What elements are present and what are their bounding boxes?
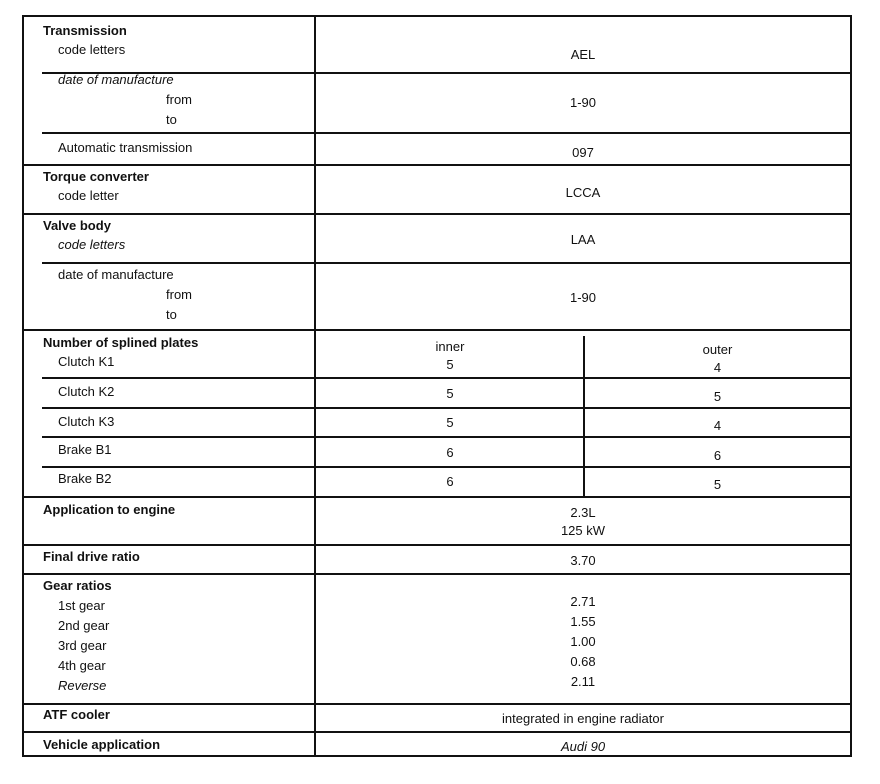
gear-label: 3rd gear (58, 638, 107, 653)
valve-body-date-label: date of manufacture (58, 267, 174, 282)
row-divider (42, 466, 850, 468)
vehicle-application-value: Audi 90 (560, 739, 606, 754)
gear-value: 1.55 (570, 614, 596, 629)
row-divider (42, 407, 850, 409)
gear-value: 2.71 (570, 594, 596, 609)
final-drive-title: Final drive ratio (43, 549, 140, 564)
gear-value: 0.68 (570, 654, 596, 669)
plate-row-label: Clutch K2 (58, 384, 115, 399)
section-divider (24, 164, 850, 166)
plate-row-inner: 6 (446, 445, 454, 460)
splined-plates-title: Number of splined plates (43, 335, 199, 350)
inner-header: inner (435, 339, 465, 354)
section-divider (24, 703, 850, 705)
plate-row-inner: 5 (446, 357, 454, 372)
torque-converter-code-value: LCCA (565, 185, 601, 200)
plate-row-inner: 5 (446, 415, 454, 430)
valve-body-from-label: from (166, 287, 192, 302)
plate-row-label: Brake B1 (58, 442, 112, 457)
section-divider (24, 213, 850, 215)
row-divider (42, 377, 850, 379)
plate-row-inner: 6 (446, 474, 454, 489)
transmission-to-label: to (166, 112, 177, 127)
atf-cooler-title: ATF cooler (43, 707, 110, 722)
automatic-transmission-value: 097 (572, 145, 594, 160)
vehicle-application-title: Vehicle application (43, 737, 161, 752)
section-divider (24, 731, 850, 733)
engine-title: Application to engine (43, 502, 176, 517)
plate-row-label: Brake B2 (58, 471, 112, 486)
torque-converter-code-label: code letter (58, 188, 119, 203)
spec-table (22, 15, 852, 757)
transmission-code-letters-label: code letters (58, 42, 126, 57)
gear-label: Reverse (58, 678, 107, 693)
section-divider (24, 573, 850, 575)
plate-row-label: Clutch K3 (58, 414, 115, 429)
plate-row-outer: 4 (713, 418, 722, 433)
section-divider (24, 329, 850, 331)
plate-row-outer: 4 (713, 360, 722, 375)
transmission-date-label: date of manufacture (58, 72, 174, 87)
gear-label: 4th gear (58, 658, 106, 673)
outer-header: outer (702, 342, 733, 357)
row-divider (42, 436, 850, 438)
gear-ratios-title: Gear ratios (43, 578, 112, 593)
gear-label: 1st gear (58, 598, 105, 613)
final-drive-value: 3.70 (570, 553, 596, 568)
valve-body-code-label: code letters (58, 237, 126, 252)
row-divider (42, 132, 850, 134)
transmission-code-letters-value: AEL (570, 47, 596, 62)
gear-value: 2.11 (570, 674, 596, 689)
gear-value: 1.00 (570, 634, 596, 649)
transmission-date-value: 1-90 (569, 95, 597, 110)
plate-row-label: Clutch K1 (58, 354, 115, 369)
automatic-transmission-label: Automatic transmission (58, 140, 193, 155)
section-divider (24, 544, 850, 546)
transmission-from-label: from (166, 92, 192, 107)
valve-body-date-value: 1-90 (569, 290, 597, 305)
row-divider (42, 262, 850, 264)
transmission-title: Transmission (43, 23, 127, 38)
valve-body-code-value: LAA (570, 232, 596, 247)
plate-row-outer: 5 (713, 477, 722, 492)
plate-row-outer: 6 (713, 448, 722, 463)
engine-displacement: 2.3L (570, 505, 596, 520)
gear-label: 2nd gear (58, 618, 110, 633)
section-divider (24, 496, 850, 498)
valve-body-to-label: to (166, 307, 177, 322)
atf-cooler-value: integrated in engine radiator (502, 711, 664, 726)
engine-power: 125 kW (560, 523, 606, 538)
plate-row-outer: 5 (713, 389, 722, 404)
torque-converter-title: Torque converter (43, 169, 149, 184)
plate-row-inner: 5 (446, 386, 454, 401)
valve-body-title: Valve body (43, 218, 111, 233)
